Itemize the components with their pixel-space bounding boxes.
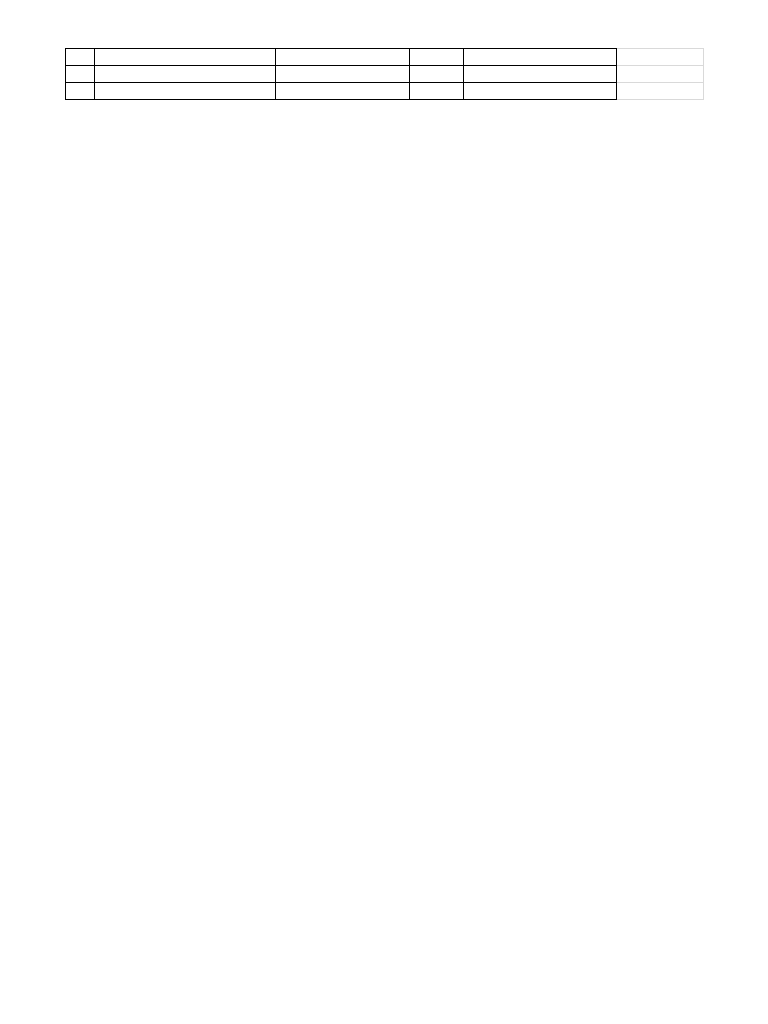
header-row (66, 49, 704, 66)
header-row-2 (66, 66, 704, 83)
b-block-label (95, 83, 276, 100)
room-table-top (65, 48, 704, 100)
room-table-top-body (66, 49, 704, 100)
b-block-heading-row (66, 83, 704, 100)
header-empty (276, 49, 410, 66)
header-name (95, 49, 276, 66)
b-block-label-previous (276, 83, 410, 100)
header-sl (66, 49, 95, 66)
previous-rooms-heading (276, 66, 410, 83)
academic-extension-block-heading (95, 66, 276, 83)
header-capacity (410, 49, 464, 66)
header-description (464, 49, 617, 66)
